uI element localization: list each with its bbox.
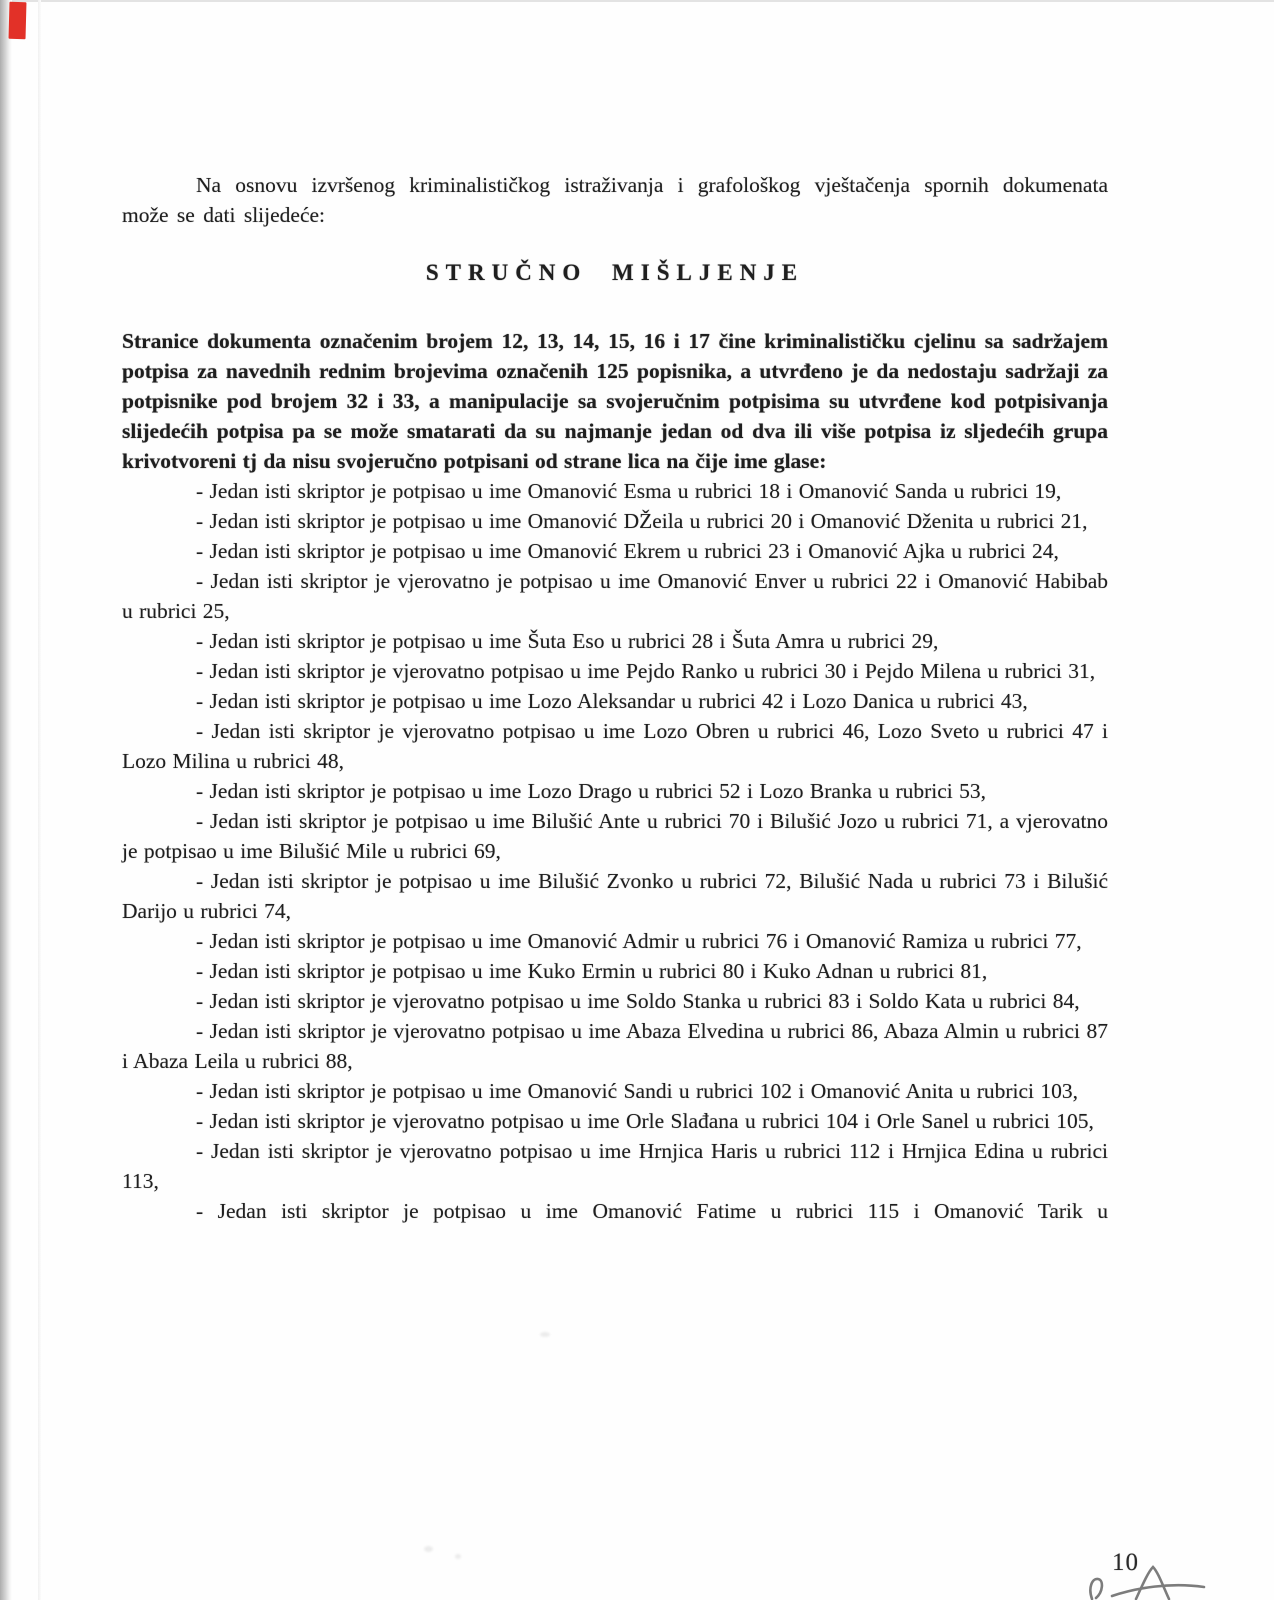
finding-item: - Jedan isti skriptor je vjerovatno potpisao u ime Lozo Obren u rubrici 46, Lozo Sveto u rubrici 47 i Lozo Milina u rubrici 48, (122, 719, 1108, 773)
finding-item: - Jedan isti skriptor je vjerovatno potpisao u ime Soldo Stanka u rubrici 83 i Soldo Kata u rubrici 84, (196, 989, 1080, 1013)
findings-paragraph: Stranice dokumenta označenim brojem 12, 13, 14, 15, 16 i 17 čine kriminalističku cjelinu sa sadržajem potpisa za navednih rednim brojevima označenih 125 popisnika, a utvrđeno je da nedostaju sadržaji za potpisnike pod brojem 32 i 33, a manipulacije sa svojeručnim potpisima su utvrđene kod potpisivanja slijedećih potpisa pa se može smatarati da su najmanje jedan od dva ili više potpisa iz sljedećih grupa krivotvoreni tj da nisu svojeručno potpisani od strane lica na čije ime glase: (122, 329, 1108, 473)
finding-item: - Jedan isti skriptor je vjerovatno potpisao u ime Hrnjica Haris u rubrici 112 i Hrnjica Edina u rubrici 113, (122, 1139, 1108, 1193)
finding-item: - Jedan isti skriptor je potpisao u ime Lozo Aleksandar u rubrici 42 i Lozo Danica u rubrici 43, (196, 689, 1028, 713)
finding-item: - Jedan isti skriptor je potpisao u ime Šuta Eso u rubrici 28 i Šuta Amra u rubrici 29, (196, 629, 939, 653)
page-fold-line (38, 0, 41, 1600)
document-body (122, 170, 1108, 1226)
scan-top-edge (0, 0, 1274, 2)
findings-list (122, 476, 1108, 1226)
red-corner-mark (9, 2, 27, 39)
finding-item: - Jedan isti skriptor je potpisao u ime Lozo Drago u rubrici 52 i Lozo Branka u rubrici 53, (196, 779, 987, 803)
page-number: 10 (1112, 1549, 1139, 1576)
finding-item: - Jedan isti skriptor je potpisao u ime Bilušić Ante u rubrici 70 i Bilušić Jozo u rubrici 71, a vjerovatno je potpisao u ime Bilušić Mile u rubrici 69, (122, 809, 1108, 863)
finding-item: - Jedan isti skriptor je vjerovatno potpisao u ime Pejdo Ranko u rubrici 30 i Pejdo Milena u rubrici 31, (196, 659, 1096, 683)
finding-item: - Jedan isti skriptor je potpisao u ime Kuko Ermin u rubrici 80 i Kuko Adnan u rubrici 81, (196, 959, 988, 983)
section-heading: STRUČNO MIŠLJENJE (425, 260, 805, 285)
finding-item: - Jedan isti skriptor je potpisao u ime Omanović Sandi u rubrici 102 i Omanović Anita u rubrici 103, (196, 1079, 1079, 1103)
scan-smudge (540, 1332, 550, 1337)
page-edge-shadow (0, 0, 12, 1600)
finding-item: - Jedan isti skriptor je potpisao u ime Omanović Fatime u rubrici 115 i Omanović Tarik u (196, 1199, 1108, 1223)
scan-smudge (455, 1554, 461, 1559)
finding-item: - Jedan isti skriptor je potpisao u ime Bilušić Zvonko u rubrici 72, Bilušić Nada u rubrici 73 i Bilušić Darijo u rubrici 74, (122, 869, 1108, 923)
finding-item: - Jedan isti skriptor je vjerovatno potpisao u ime Abaza Elvedina u rubrici 86, Abaza Almin u rubrici 87 i Abaza Leila u rubrici 88, (122, 1019, 1108, 1073)
finding-item: - Jedan isti skriptor je vjerovatno potpisao u ime Orle Slađana u rubrici 104 i Orle Sanel u rubrici 105, (196, 1109, 1094, 1133)
intro-paragraph: Na osnovu izvršenog kriminalističkog istraživanja i grafološkog vještačenja spornih dokumenata može se dati slijedeće: (122, 173, 1108, 227)
scan-smudge (424, 1546, 433, 1552)
finding-item: - Jedan isti skriptor je potpisao u ime Omanović Ekrem u rubrici 23 i Omanović Ajka u rubrici 24, (196, 539, 1059, 563)
finding-item: - Jedan isti skriptor je vjerovatno je potpisao u ime Omanović Enver u rubrici 22 i Omanović Habibab u rubrici 25, (122, 569, 1108, 623)
finding-item: - Jedan isti skriptor je potpisao u ime Omanović Admir u rubrici 76 i Omanović Ramiza u rubrici 77, (196, 929, 1082, 953)
finding-item: - Jedan isti skriptor je potpisao u ime Omanović DŽeila u rubrici 20 i Omanović Dženita u rubrici 21, (196, 509, 1088, 533)
finding-item: - Jedan isti skriptor je potpisao u ime Omanović Esma u rubrici 18 i Omanović Sanda u rubrici 19, (196, 479, 1062, 503)
handwritten-paraph-icon (1078, 1562, 1208, 1600)
